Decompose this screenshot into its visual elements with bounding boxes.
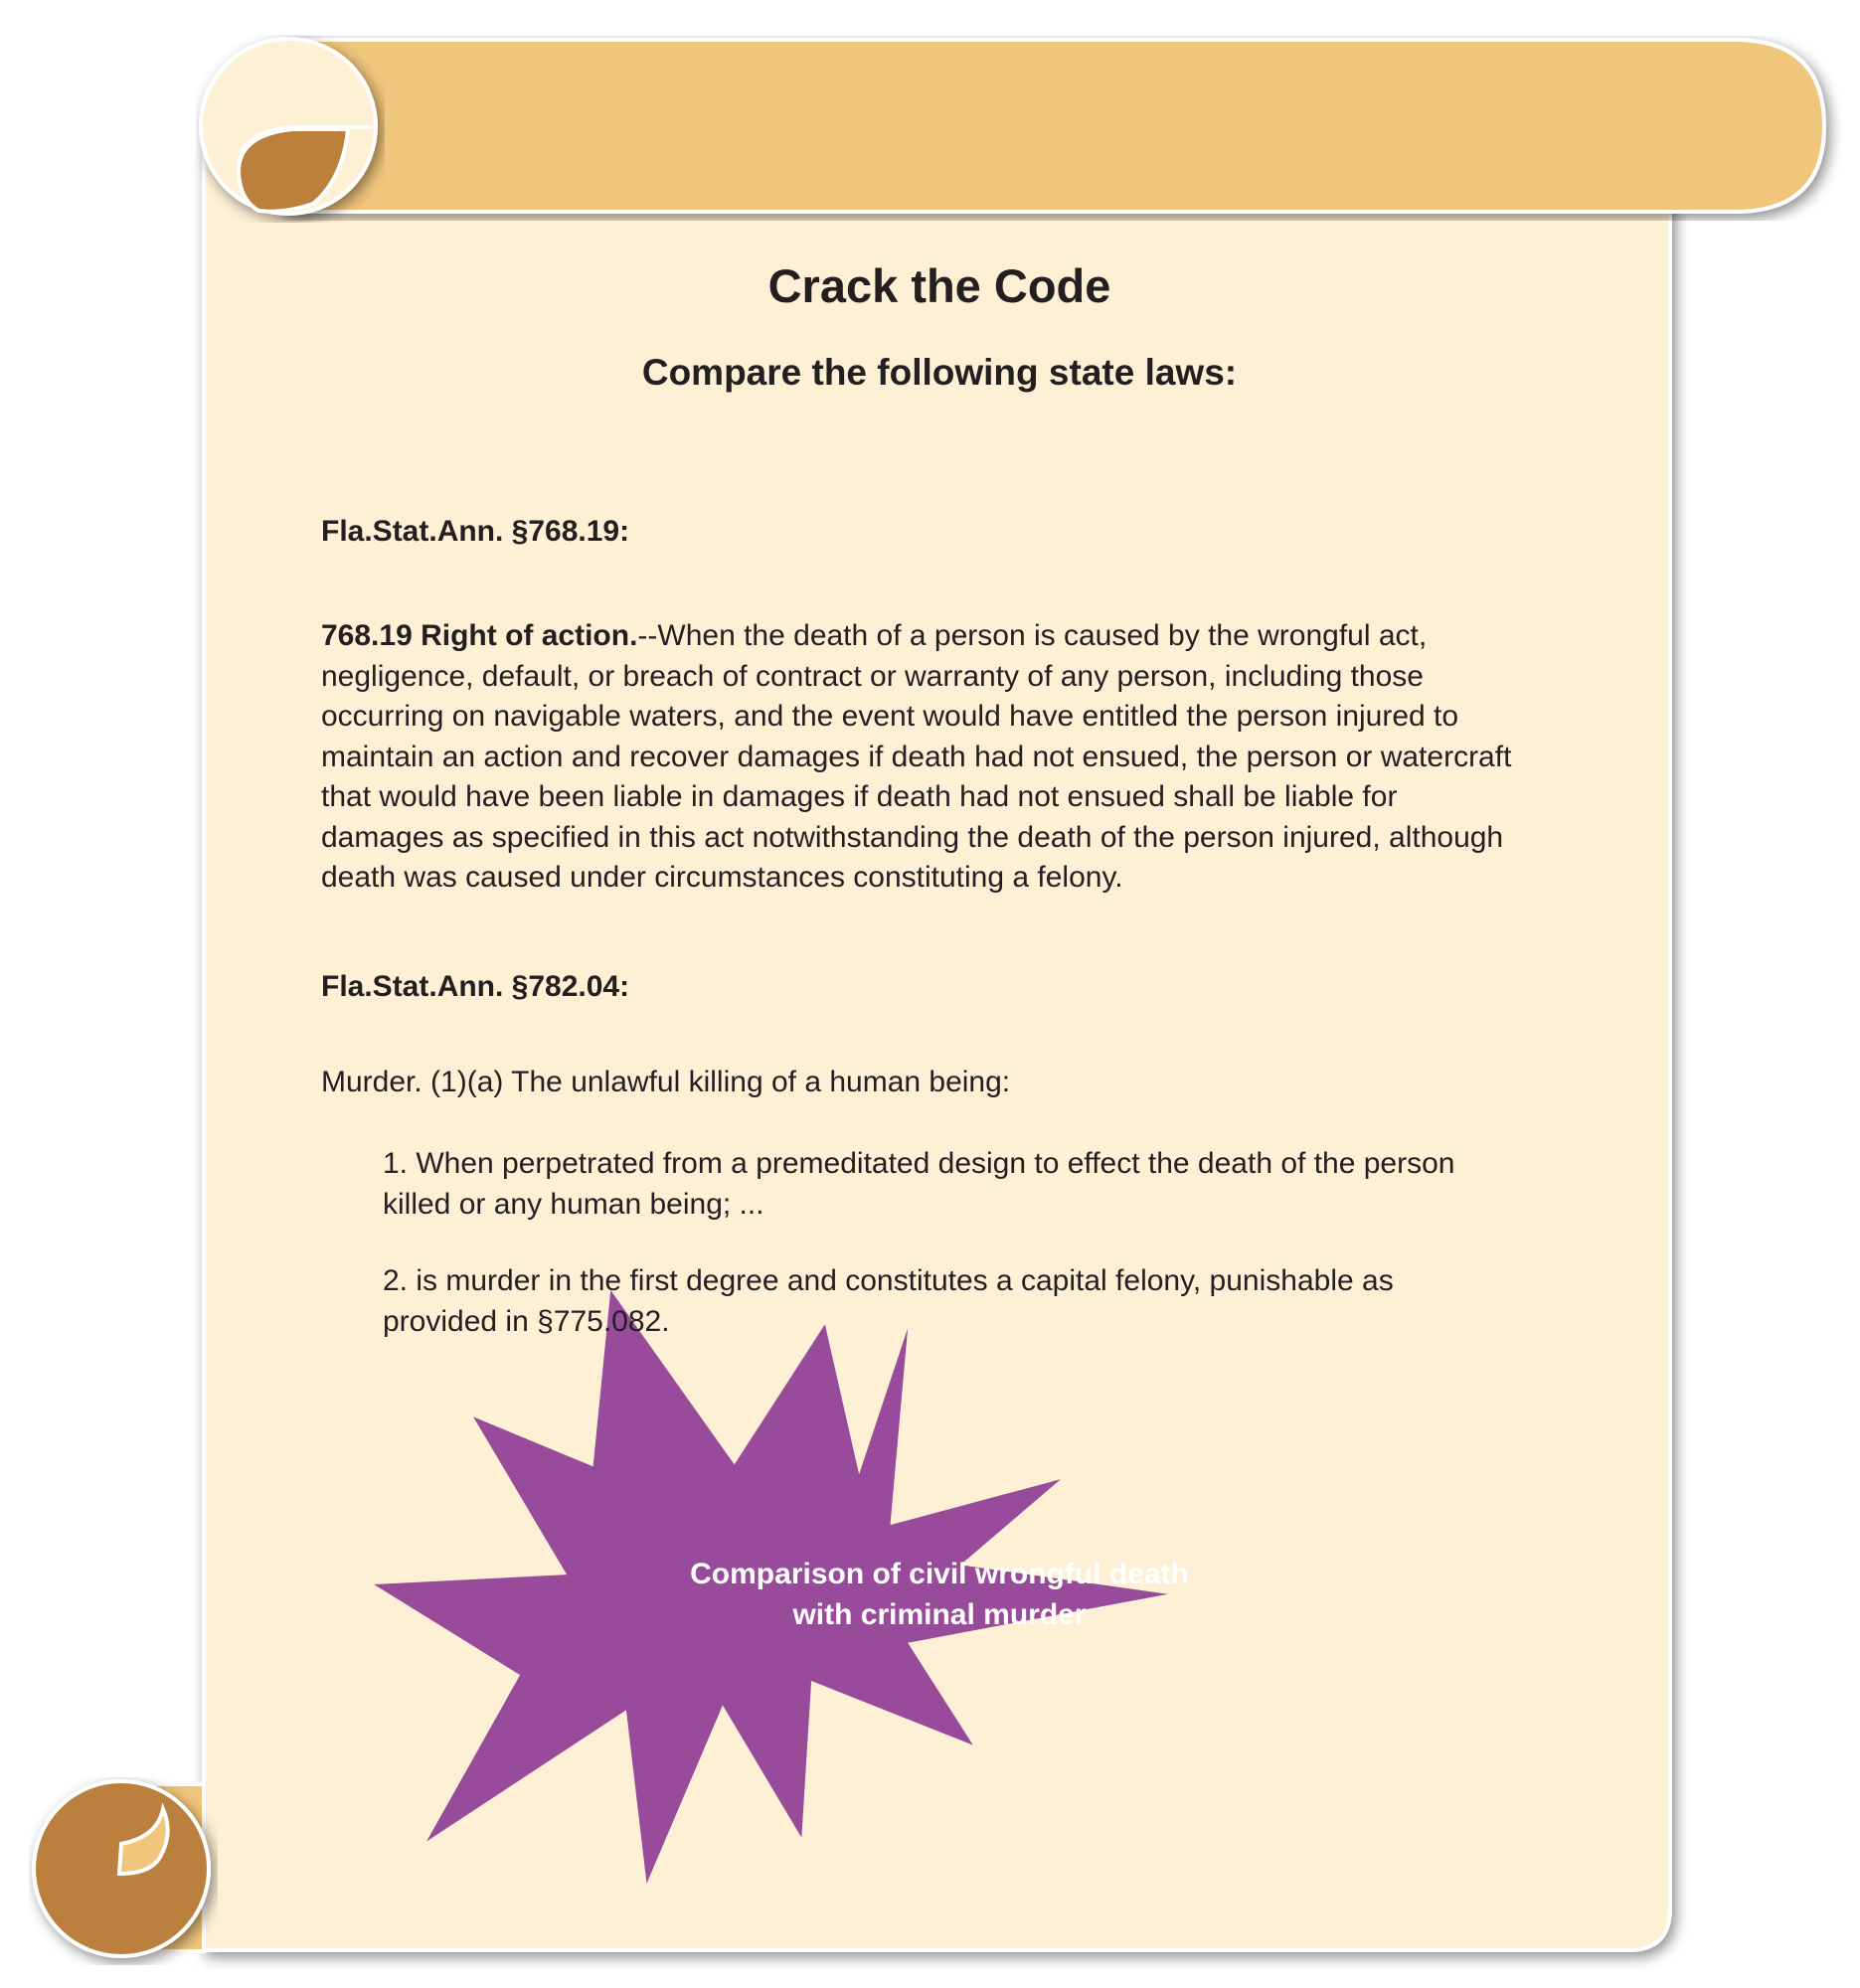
statute-2-heading: Fla.Stat.Ann. §782.04: xyxy=(321,970,630,1003)
callout-line-2: with criminal murder xyxy=(792,1598,1087,1631)
top-scroll-band xyxy=(283,40,1824,212)
page-title: Crack the Code xyxy=(767,259,1111,312)
starburst-callout-text xyxy=(616,1554,1263,1635)
statute-2-item-1: 1. When perpetrated from a premeditated design to effect the death of the person killed or any human being; ... xyxy=(383,1147,1455,1221)
callout-line-1: Comparison of civil wrongful death xyxy=(690,1558,1189,1590)
statute-1-text: --When the death of a person is caused by the wrongful act, negligence, default, or breach of contract or warranty of any person, including those occurring on navigable waters, and the event would have entitled the person injured to maintain an action and recover damages if death had not ensued, the person or watercraft that would have been liable in damages if death had not ensued shall be liable for damages as specified in this act notwithstanding the death of the person injured, although death was caused under circumstances constituting a felony. xyxy=(321,619,1512,894)
statute-1-paragraph xyxy=(321,616,1514,899)
subtitle: Compare the following state laws: xyxy=(641,352,1238,393)
statute-1-bold-lead: 768.19 Right of action. xyxy=(321,619,638,652)
statute-2-item-2: 2. is murder in the first degree and constitutes a capital felony, punishable as provided in §775.082. xyxy=(383,1264,1394,1338)
parchment-body xyxy=(204,149,1670,1950)
statute-1-heading: Fla.Stat.Ann. §768.19: xyxy=(321,515,630,548)
statute-2-intro: Murder. (1)(a) The unlawful killing of a human being: xyxy=(321,1066,1011,1098)
